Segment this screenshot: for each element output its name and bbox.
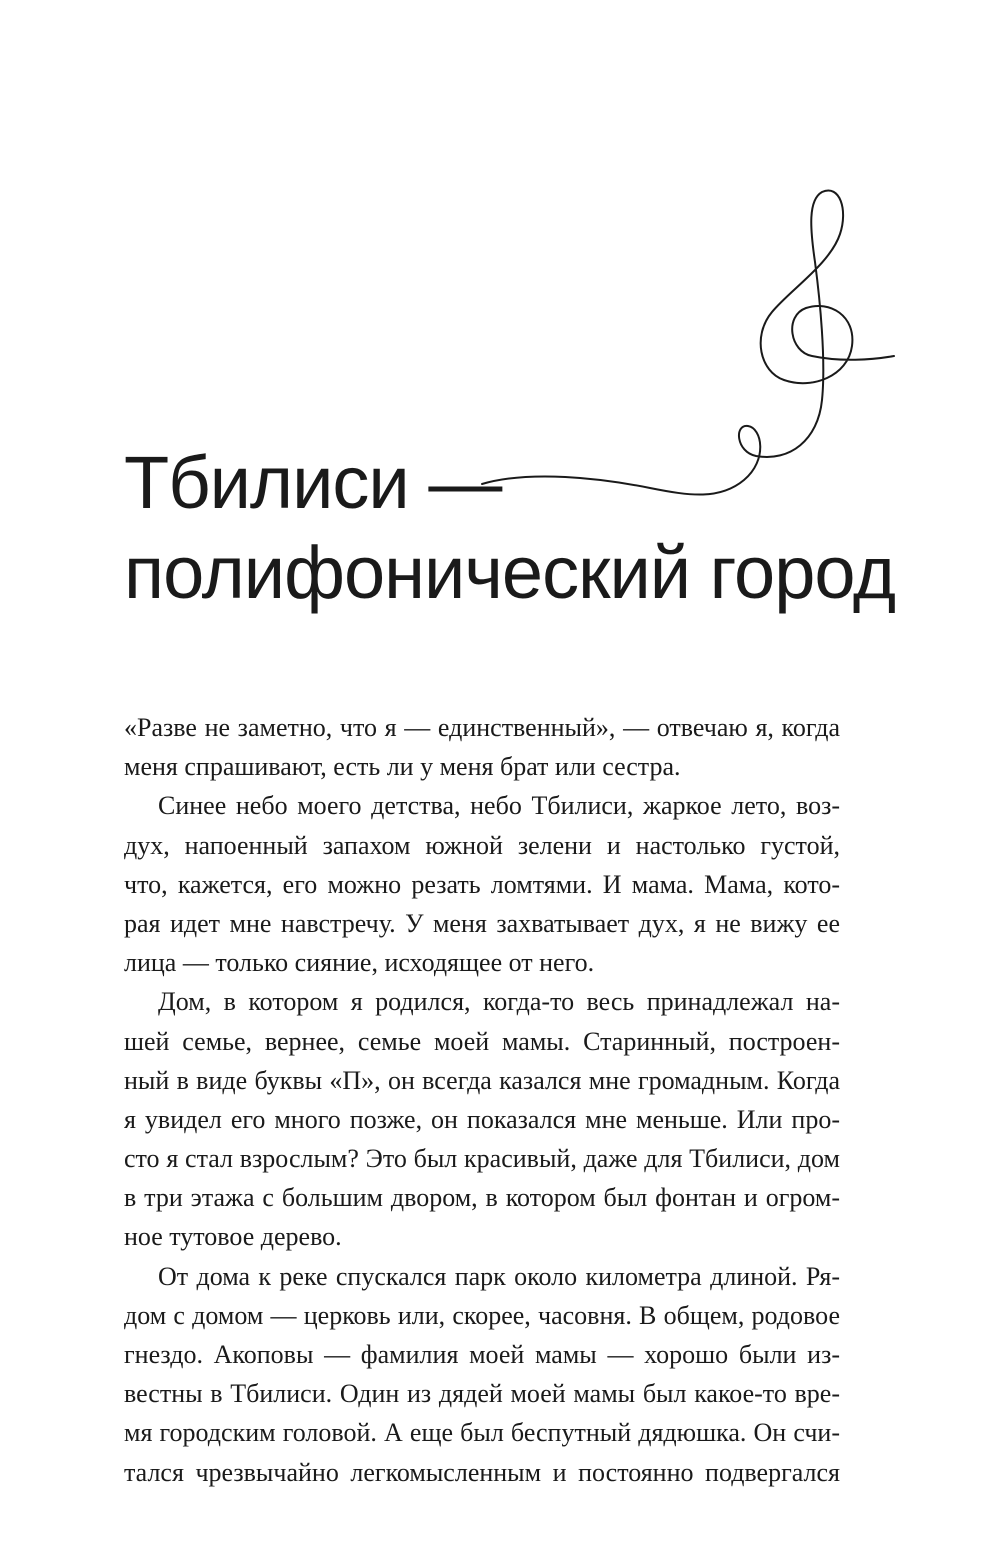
- text-line: дух, напоенный запахом южной зелени и настолько густой,: [124, 830, 840, 860]
- title-line-2: полифонический город: [124, 531, 896, 614]
- paragraph-1: [124, 708, 840, 786]
- text-line: Дом, в котором я родился, когда-то весь принадлежал на-: [158, 987, 840, 1017]
- text-line: дом с домом — церковь или, скорее, часовня. В общем, родовое: [124, 1300, 840, 1330]
- paragraph-3: [124, 982, 840, 1256]
- text-line: мя городским головой. А еще был беспутный дядюшка. Он счи-: [124, 1418, 840, 1448]
- text-line: лица — только сияние, исходящее от него.: [124, 948, 595, 978]
- text-line: гнездо. Акоповы — фамилия моей мамы — хорошо были из-: [124, 1340, 840, 1369]
- body-text: [124, 708, 840, 1492]
- text-line: сто я стал взрослым? Это был красивый, даже для Тбилиси, дом: [124, 1144, 840, 1174]
- text-line: Синее небо моего детства, небо Тбилиси, жаркое лето, воз-: [158, 791, 840, 821]
- text-line: меня спрашивают, есть ли у меня брат или сестра.: [124, 752, 681, 782]
- text-line: я увидел его много позже, он показался мне меньше. Или про-: [124, 1104, 840, 1134]
- text-line: «Разве не заметно, что я — единственный», — отвечаю я, когда: [124, 713, 840, 742]
- text-line: ное тутовое дерево.: [124, 1222, 342, 1252]
- text-line: шей семье, вернее, семье моей мамы. Старинный, построен-: [124, 1026, 840, 1056]
- text-line: рая идет мне навстречу. У меня захватывает дух, я не вижу ее: [124, 908, 840, 938]
- text-line: что, кажется, его можно резать ломтями. И мама. Мама, кото-: [124, 869, 840, 899]
- paragraph-4: [124, 1257, 840, 1492]
- text-line: тался чрезвычайно легкомысленным и постоянно подвергался: [124, 1457, 840, 1487]
- text-line: ный в виде буквы «П», он всегда казался мне громадным. Когда: [124, 1065, 840, 1095]
- text-line: в три этажа с большим двором, в котором был фонтан и огром-: [124, 1183, 840, 1213]
- page-title: [124, 438, 895, 618]
- paragraph-2: [124, 786, 840, 982]
- text-line: От дома к реке спускался парк около километра длиной. Ря-: [158, 1261, 840, 1291]
- text-line: вестны в Тбилиси. Один из дядей моей мамы был какое-то вре-: [124, 1379, 840, 1409]
- title-line-1: Тбилиси —: [124, 441, 502, 524]
